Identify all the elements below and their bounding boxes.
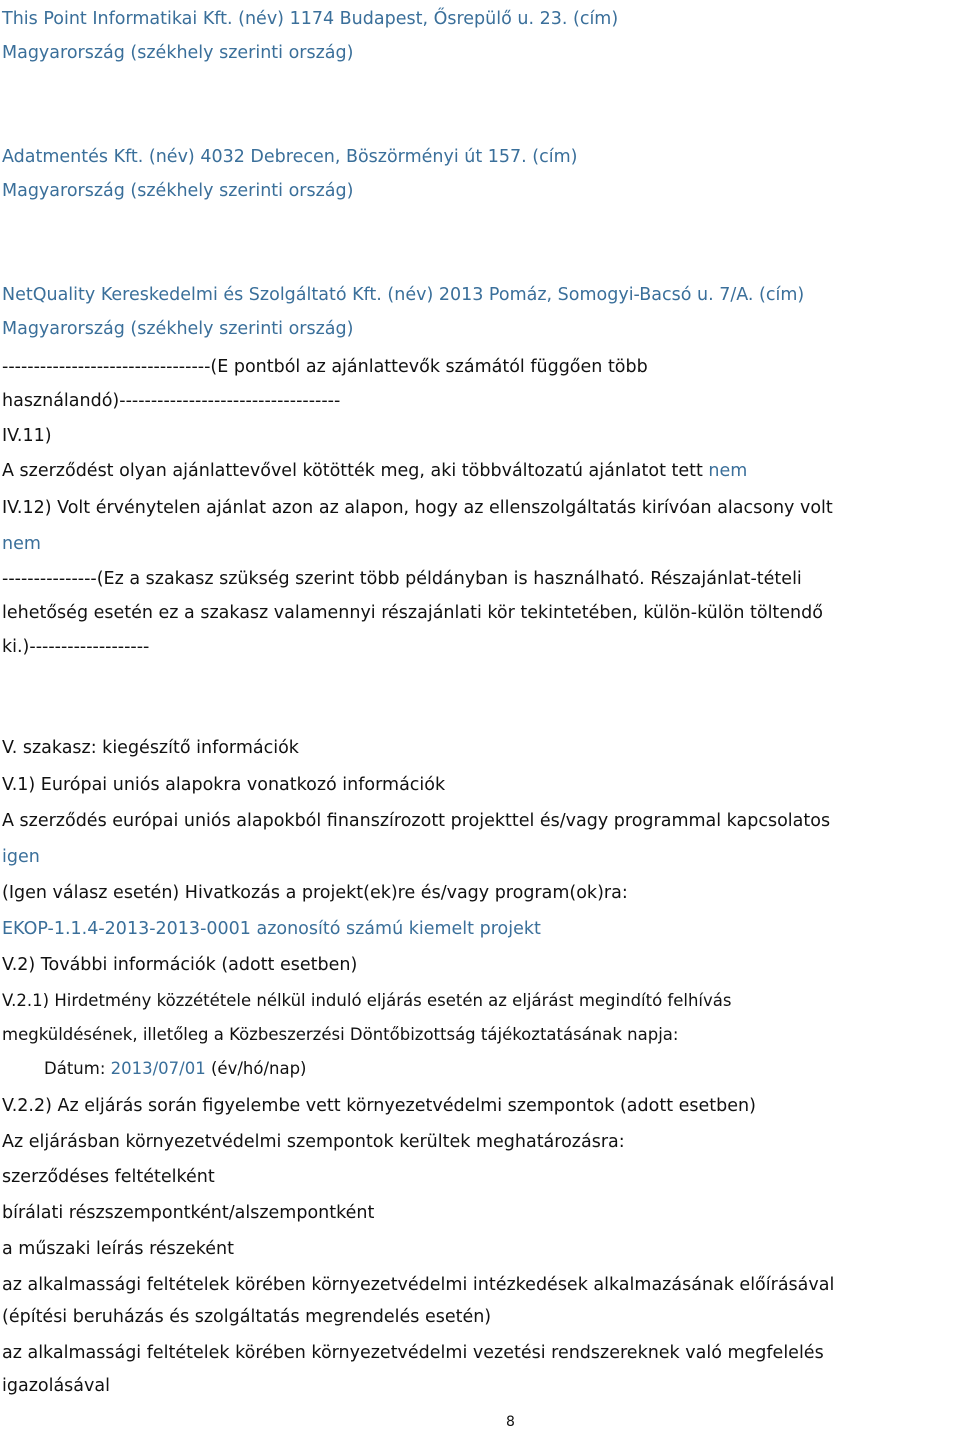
iv12-heading: IV.12) [2, 498, 52, 518]
iv-note-line-1: ---------------------------------(E pontból az ajánlattevők számától függően több [2, 357, 648, 377]
iv11-row [2, 460, 747, 482]
v1-answer: igen [2, 847, 40, 867]
org-1-line-1 [2, 8, 618, 30]
v2-heading: V.2) További információk (adott esetben) [2, 955, 358, 975]
org-1-country: Magyarország (székhely szerinti ország) [2, 43, 354, 63]
iv-note2-line-1: ---------------(Ez a szakasz szükség szerint több példányban is használható. Részajánlat-tételi [2, 569, 802, 589]
v22-item: az alkalmassági feltételek körében környezetvédelmi intézkedések alkalmazásának előírásával [2, 1275, 835, 1295]
org-2-country: Magyarország (székhely szerinti ország) [2, 181, 354, 201]
org-2-name: Adatmentés Kft. [2, 147, 144, 167]
v21-date-value: 2013/07/01 [110, 1059, 206, 1078]
v21-line-1: V.2.1) Hirdetmény közzététele nélkül induló eljárás esetén az eljárást megindító felhívás [2, 991, 732, 1010]
v22-intro: Az eljárásban környezetvédelmi szempontok kerültek meghatározásra: [2, 1132, 625, 1152]
v21-date-unit: (év/hó/nap) [205, 1059, 307, 1078]
org-3-country: Magyarország (székhely szerinti ország) [2, 319, 354, 339]
v1-heading: V.1) Európai uniós alapokra vonatkozó információk [2, 775, 446, 795]
v1-question: A szerződés európai uniós alapokból finanszírozott projekttel és/vagy programmal kapcsolatos [2, 811, 831, 831]
v1-ref-label: (Igen válasz esetén) Hivatkozás a projekt(ek)re és/vagy program(ok)ra: [2, 883, 628, 903]
org-2-line-1 [2, 146, 577, 168]
iv12-row [2, 497, 833, 519]
org-3-line-1 [2, 284, 804, 306]
v22-item-continuation: igazolásával [2, 1376, 110, 1396]
v21-line-2: megküldésének, illetőleg a Közbeszerzési Döntőbizottság tájékoztatásának napja: [2, 1025, 679, 1044]
org-3-name: NetQuality Kereskedelmi és Szolgáltató Kft. [2, 285, 382, 305]
iv12-answer: nem [2, 534, 41, 554]
iv-note-line-2: használandó)----------------------------------- [2, 391, 341, 411]
v22-item: bírálati részszempontként/alszempontként [2, 1203, 375, 1223]
org-1-name: This Point Informatikai Kft. [2, 9, 233, 29]
v21-date-row [44, 1058, 306, 1080]
v1-ref-value: EKOP-1.1.4-2013-2013-0001 azonosító számú kiemelt projekt [2, 919, 541, 939]
iv11-heading: IV.11) [2, 426, 52, 446]
org-1-address: (név) 1174 Budapest, Ősrepülő u. 23. (cím) [232, 9, 619, 29]
section-v-heading: V. szakasz: kiegészítő információk [2, 738, 299, 758]
v22-item: az alkalmassági feltételek körében környezetvédelmi vezetési rendszereknek való megfelelés [2, 1343, 824, 1363]
v21-date-label: Dátum: [44, 1059, 111, 1078]
v22-item: a műszaki leírás részeként [2, 1239, 234, 1259]
org-2-address: (név) 4032 Debrecen, Böszörményi út 157. (cím) [143, 147, 578, 167]
iv-note2-line-2: lehetőség esetén ez a szakasz valamennyi részajánlati kör tekintetében, külön-külön töltendő [2, 603, 823, 623]
v22-heading: V.2.2) Az eljárás során figyelembe vett környezetvédelmi szempontok (adott esetben) [2, 1096, 756, 1116]
v22-item: szerződéses feltételként [2, 1167, 215, 1187]
iv12-question: Volt érvénytelen ajánlat azon az alapon, hogy az ellenszolgáltatás kirívóan alacsony volt [51, 498, 833, 518]
iv-note2-line-3: ki.)------------------- [2, 637, 150, 657]
iv11-answer: nem [708, 461, 748, 481]
page-number: 8 [506, 1414, 515, 1430]
org-3-address: (név) 2013 Pomáz, Somogyi-Bacsó u. 7/A. (cím) [381, 285, 805, 305]
iv11-question: A szerződést olyan ajánlattevővel kötötték meg, aki többváltozatú ajánlatot tett [2, 461, 709, 481]
v22-item-continuation: (építési beruházás és szolgáltatás megrendelés esetén) [2, 1307, 492, 1327]
